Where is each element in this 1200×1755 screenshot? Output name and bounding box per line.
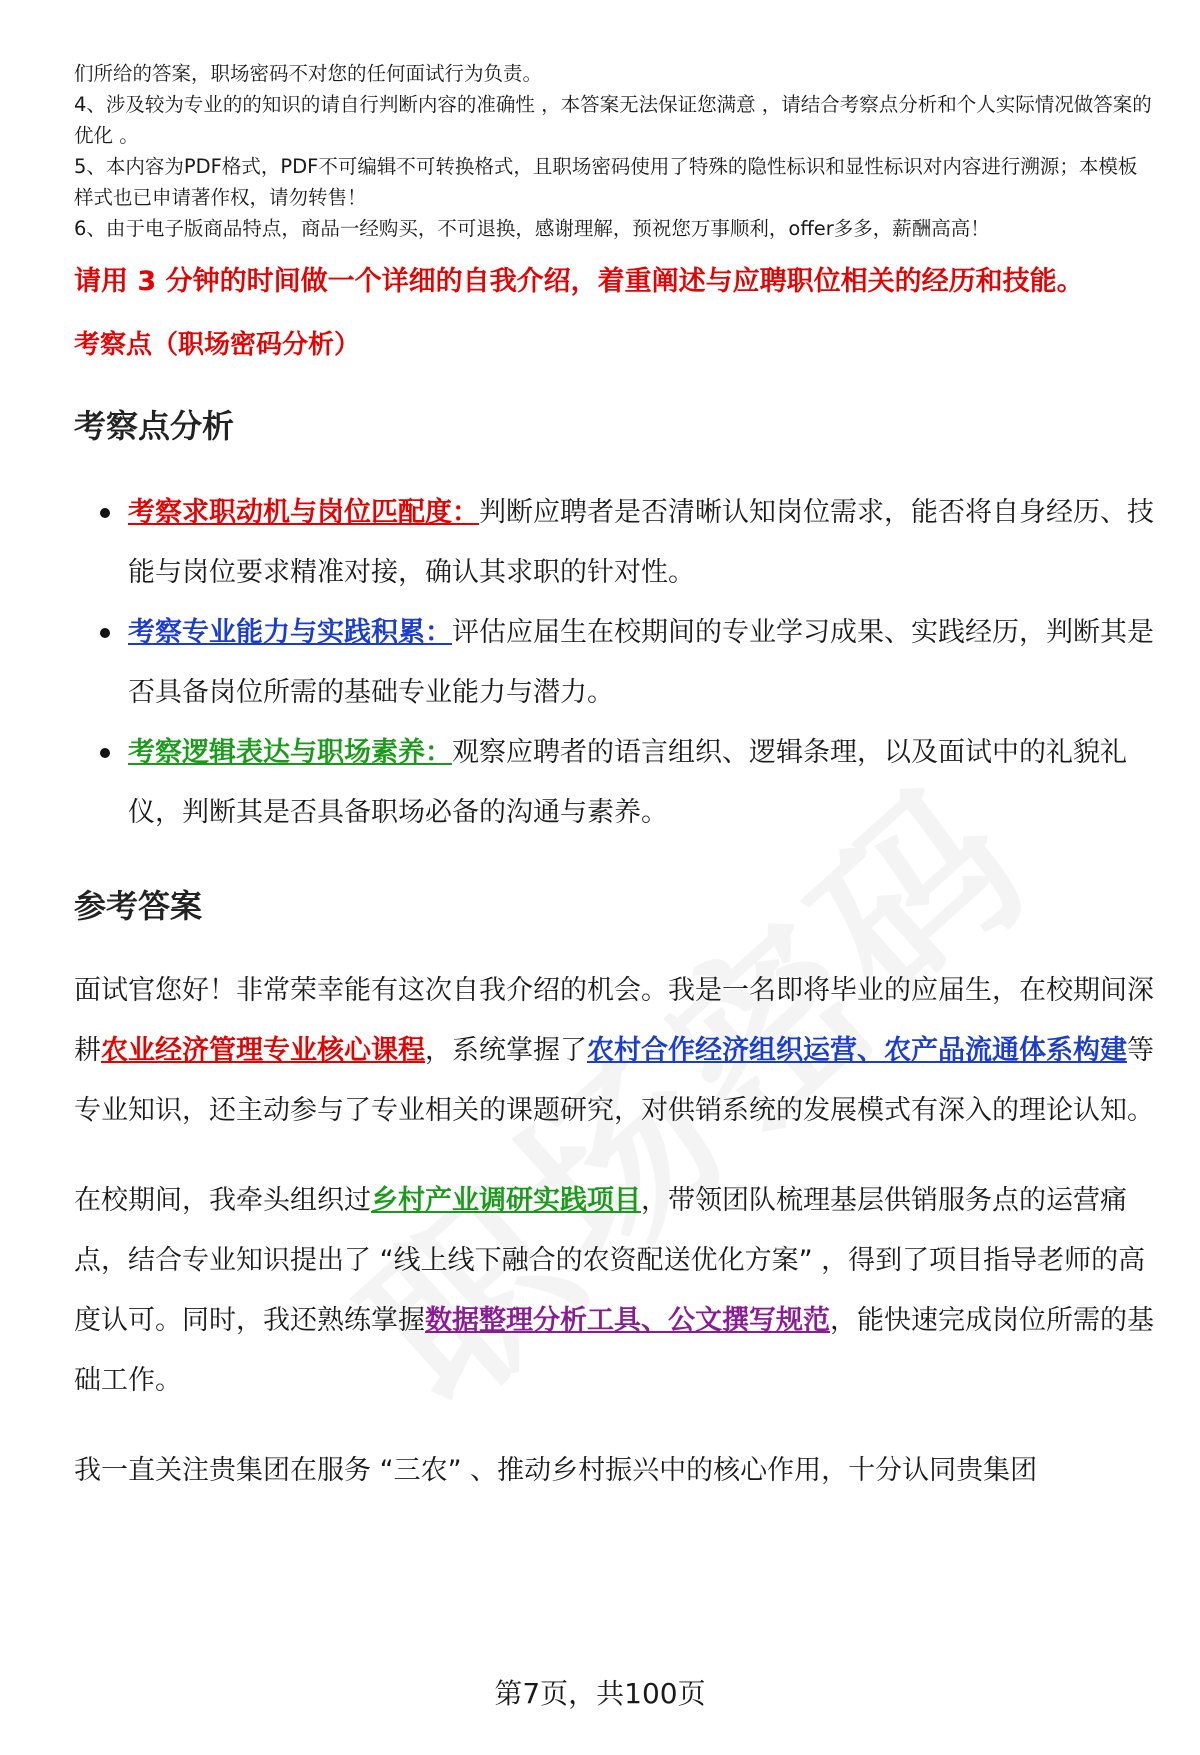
highlight-link[interactable]: 乡村产业调研实践项目 [371,1185,641,1216]
point-text: 评估应届生在校期间的专业学习成果、实践经历，判断其是否具备岗位所需的基础专业能力与潜力。 [128,617,1154,708]
list-item [128,603,1154,723]
highlight-link[interactable]: 农村合作经济组织运营、农产品流通体系构建 [587,1035,1127,1066]
paragraph-text: 等专业知识，还主动参与了专业相关的课题研究，对供销系统的发展模式有深入的理论认知。 [74,1035,1154,1126]
note-line: 5、本内容为PDF格式，PDF不可编辑不可转换格式，且职场密码使用了特殊的隐性标识和显性标识对内容进行溯源；本模板样式也已申请著作权，请勿转售！ [74,155,1138,209]
highlight-link[interactable]: 农业经济管理专业核心课程 [101,1035,425,1066]
point-text: 判断应聘者是否清晰认知岗位需求，能否将自身经历、技能与岗位要求精准对接，确认其求职的针对性。 [128,497,1154,588]
document-page [74,58,1154,1501]
note-line: 4、涉及较为专业的的知识的请自行判断内容的准确性 ，本答案无法保证您满意 ，请结合考察点分析和个人实际情况做答案的优化 。 [74,93,1152,147]
point-text: 观察应聘者的语言组织、逻辑条理，以及面试中的礼貌礼仪，判断其是否具备职场必备的沟通与素养。 [128,737,1127,828]
paragraph-text: ，系统掌握了 [425,1035,587,1066]
paragraph-text: 在校期间，我牵头组织过 [74,1185,371,1216]
point-tag[interactable]: 考察逻辑表达与职场素养： [128,737,452,768]
analysis-heading: 考察点分析 [74,407,235,445]
answer-paragraph [74,961,1154,1141]
answer-paragraph: 我一直关注贵集团在服务 “三农” 、推动乡村振兴中的核心作用，十分认同贵集团 [74,1455,1038,1486]
list-item [128,483,1154,603]
paragraph-text: 面试官您好！非常荣幸能有这次自我介绍的机会。我是一名即将毕业的应届生，在校期间深耕 [74,975,1154,1066]
note-line: 6、由于电子版商品特点，商品一经购买，不可退换，感谢理解，预祝您万事顺利，offer多多，薪酬高高！ [74,217,990,240]
paragraph-text: ，带领团队梳理基层供销服务点的运营痛点，结合专业知识提出了 “线上线下融合的农资配送优化方案” ，得到了项目指导老师的高度认可。同时，我还熟练掌握 [74,1185,1146,1336]
answer-paragraph [74,1171,1154,1411]
point-tag[interactable]: 考察求职动机与岗位匹配度： [128,497,479,528]
notes-block [74,58,1154,244]
paragraph-text: ，能快速完成岗位所需的基础工作。 [74,1305,1154,1396]
analysis-subtitle: 考察点（职场密码分析） [74,330,361,360]
note-line: 们所给的答案，职场密码不对您的任何面试行为负责。 [74,62,543,85]
analysis-points-list [74,483,1154,843]
interview-question: 请用 3 分钟的时间做一个详细的自我介绍，着重阐述与应聘职位相关的经历和技能。 [74,266,1084,297]
point-tag[interactable]: 考察专业能力与实践积累： [128,617,452,648]
page-footer: 第7页，共100页 [494,1677,706,1710]
highlight-link[interactable]: 数据整理分析工具、公文撰写规范 [425,1305,830,1336]
list-item [128,723,1154,843]
answer-heading: 参考答案 [74,887,203,925]
